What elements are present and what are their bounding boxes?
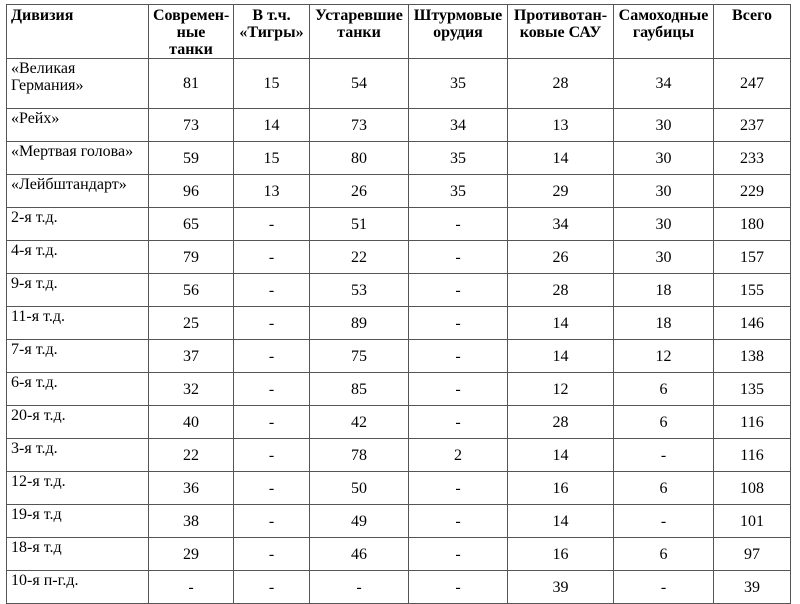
value-cell: - — [409, 472, 508, 505]
value-cell: 59 — [149, 142, 234, 175]
value-cell: - — [409, 538, 508, 571]
value-cell: 30 — [614, 175, 714, 208]
value-cell: - — [614, 439, 714, 472]
division-name-cell: 7-я т.д. — [7, 340, 149, 373]
division-name-cell: «Рейх» — [7, 109, 149, 142]
table-row — [7, 208, 791, 241]
value-cell: 34 — [614, 59, 714, 109]
table-row — [7, 307, 791, 340]
value-cell: 22 — [149, 439, 234, 472]
value-cell: - — [409, 208, 508, 241]
value-cell: 35 — [409, 59, 508, 109]
value-cell: 54 — [310, 59, 409, 109]
value-cell: 80 — [310, 142, 409, 175]
value-cell: 30 — [614, 208, 714, 241]
value-cell: 135 — [714, 373, 791, 406]
tank-strength-table — [6, 4, 791, 604]
value-cell: 53 — [310, 274, 409, 307]
value-cell: 28 — [508, 406, 614, 439]
value-cell: 15 — [234, 59, 310, 109]
division-name-cell: 3-я т.д. — [7, 439, 149, 472]
table-row — [7, 571, 791, 604]
value-cell: 12 — [614, 340, 714, 373]
table-row — [7, 241, 791, 274]
value-cell: 35 — [409, 142, 508, 175]
value-cell: 29 — [508, 175, 614, 208]
value-cell: 22 — [310, 241, 409, 274]
value-cell: 51 — [310, 208, 409, 241]
value-cell: 25 — [149, 307, 234, 340]
column-header: Устаревшие танки — [310, 5, 409, 59]
value-cell: 65 — [149, 208, 234, 241]
value-cell: 37 — [149, 340, 234, 373]
table-body — [7, 59, 791, 604]
value-cell: 49 — [310, 505, 409, 538]
value-cell: 138 — [714, 340, 791, 373]
value-cell: 180 — [714, 208, 791, 241]
division-name-cell: 20-я т.д. — [7, 406, 149, 439]
value-cell: - — [409, 571, 508, 604]
value-cell: - — [234, 208, 310, 241]
division-name-cell: 18-я т.д — [7, 538, 149, 571]
value-cell: 157 — [714, 241, 791, 274]
value-cell: 6 — [614, 406, 714, 439]
value-cell: 116 — [714, 439, 791, 472]
value-cell: - — [409, 307, 508, 340]
value-cell: 30 — [614, 241, 714, 274]
value-cell: 18 — [614, 307, 714, 340]
value-cell: 229 — [714, 175, 791, 208]
value-cell: - — [234, 340, 310, 373]
value-cell: 101 — [714, 505, 791, 538]
value-cell: 39 — [508, 571, 614, 604]
value-cell: 155 — [714, 274, 791, 307]
value-cell: 42 — [310, 406, 409, 439]
column-header: Всего — [714, 5, 791, 59]
value-cell: 73 — [149, 109, 234, 142]
column-header: Современ- ные танки — [149, 5, 234, 59]
division-name-cell: «Мертвая голова» — [7, 142, 149, 175]
value-cell: 146 — [714, 307, 791, 340]
value-cell: 89 — [310, 307, 409, 340]
value-cell: 14 — [508, 340, 614, 373]
value-cell: 12 — [508, 373, 614, 406]
value-cell: - — [234, 439, 310, 472]
value-cell: 39 — [714, 571, 791, 604]
table-row — [7, 406, 791, 439]
table-row — [7, 373, 791, 406]
value-cell: 32 — [149, 373, 234, 406]
value-cell: 18 — [614, 274, 714, 307]
value-cell: - — [614, 505, 714, 538]
value-cell: - — [234, 472, 310, 505]
value-cell: 14 — [508, 439, 614, 472]
value-cell: - — [409, 505, 508, 538]
value-cell: - — [234, 505, 310, 538]
division-name-cell: 10-я п-г.д. — [7, 571, 149, 604]
value-cell: 14 — [508, 505, 614, 538]
table-row — [7, 274, 791, 307]
value-cell: - — [234, 307, 310, 340]
table-row — [7, 175, 791, 208]
value-cell: 78 — [310, 439, 409, 472]
table-row — [7, 472, 791, 505]
value-cell: 233 — [714, 142, 791, 175]
division-name-cell: 19-я т.д — [7, 505, 149, 538]
value-cell: 108 — [714, 472, 791, 505]
value-cell: 96 — [149, 175, 234, 208]
column-header: Противотан- ковые САУ — [508, 5, 614, 59]
division-name-cell: 9-я т.д. — [7, 274, 149, 307]
value-cell: 30 — [614, 142, 714, 175]
value-cell: - — [409, 373, 508, 406]
value-cell: 14 — [508, 307, 614, 340]
table-row — [7, 142, 791, 175]
division-name-cell: 11-я т.д. — [7, 307, 149, 340]
value-cell: 6 — [614, 538, 714, 571]
table-row — [7, 340, 791, 373]
value-cell: - — [234, 241, 310, 274]
value-cell: 35 — [409, 175, 508, 208]
column-header: Штурмовые орудия — [409, 5, 508, 59]
value-cell: 97 — [714, 538, 791, 571]
value-cell: 26 — [508, 241, 614, 274]
value-cell: 13 — [234, 175, 310, 208]
table-row — [7, 109, 791, 142]
value-cell: - — [409, 406, 508, 439]
division-name-cell: 6-я т.д. — [7, 373, 149, 406]
value-cell: 26 — [310, 175, 409, 208]
value-cell: - — [149, 571, 234, 604]
value-cell: 6 — [614, 373, 714, 406]
division-name-cell: 4-я т.д. — [7, 241, 149, 274]
value-cell: 13 — [508, 109, 614, 142]
value-cell: - — [234, 538, 310, 571]
table-row — [7, 505, 791, 538]
value-cell: - — [409, 340, 508, 373]
value-cell: - — [614, 571, 714, 604]
division-name-cell: 2-я т.д. — [7, 208, 149, 241]
value-cell: 247 — [714, 59, 791, 109]
value-cell: 46 — [310, 538, 409, 571]
value-cell: 6 — [614, 472, 714, 505]
column-header: Самоходные гаубицы — [614, 5, 714, 59]
value-cell: - — [409, 274, 508, 307]
value-cell: 28 — [508, 59, 614, 109]
value-cell: - — [409, 241, 508, 274]
value-cell: - — [234, 373, 310, 406]
value-cell: - — [234, 274, 310, 307]
value-cell: - — [310, 571, 409, 604]
value-cell: 34 — [409, 109, 508, 142]
value-cell: 237 — [714, 109, 791, 142]
value-cell: 85 — [310, 373, 409, 406]
value-cell: 14 — [508, 142, 614, 175]
value-cell: - — [234, 406, 310, 439]
header-row — [7, 5, 791, 59]
column-header: Дивизия — [7, 5, 149, 59]
value-cell: 36 — [149, 472, 234, 505]
value-cell: 30 — [614, 109, 714, 142]
value-cell: 15 — [234, 142, 310, 175]
value-cell: - — [234, 571, 310, 604]
value-cell: 28 — [508, 274, 614, 307]
value-cell: 16 — [508, 538, 614, 571]
value-cell: 14 — [234, 109, 310, 142]
value-cell: 75 — [310, 340, 409, 373]
table-row — [7, 538, 791, 571]
value-cell: 73 — [310, 109, 409, 142]
table-row — [7, 59, 791, 109]
value-cell: 79 — [149, 241, 234, 274]
division-name-cell: «Великая Германия» — [7, 59, 149, 109]
value-cell: 40 — [149, 406, 234, 439]
column-header: В т.ч. «Тигры» — [234, 5, 310, 59]
value-cell: 34 — [508, 208, 614, 241]
value-cell: 81 — [149, 59, 234, 109]
table-row — [7, 439, 791, 472]
value-cell: 116 — [714, 406, 791, 439]
value-cell: 38 — [149, 505, 234, 538]
value-cell: 2 — [409, 439, 508, 472]
value-cell: 56 — [149, 274, 234, 307]
value-cell: 16 — [508, 472, 614, 505]
value-cell: 29 — [149, 538, 234, 571]
division-name-cell: «Лейбштандарт» — [7, 175, 149, 208]
value-cell: 50 — [310, 472, 409, 505]
division-name-cell: 12-я т.д. — [7, 472, 149, 505]
